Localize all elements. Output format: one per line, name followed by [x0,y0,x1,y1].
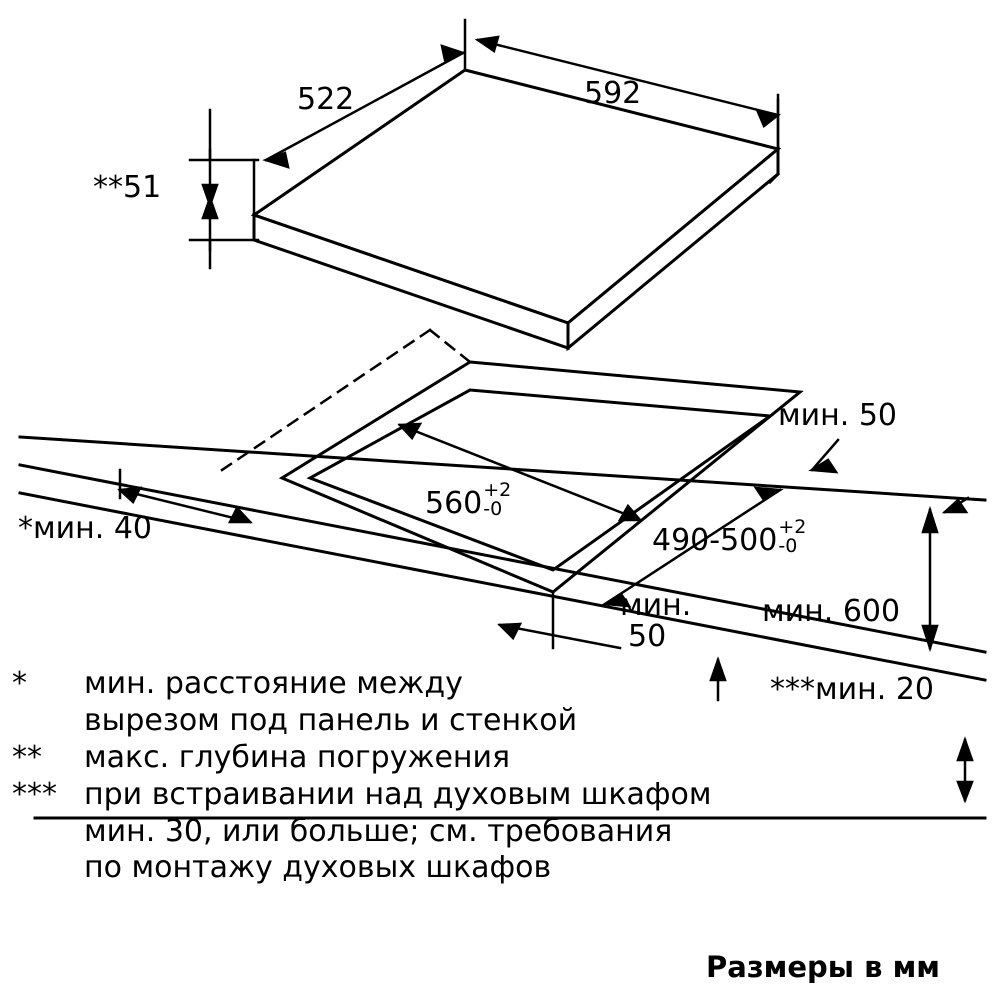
note-item-continuation [12,850,942,887]
min50-front-dimension [500,592,620,648]
min600-dimension [923,498,968,648]
label-min-20: ***мин. 20 [770,672,934,707]
note-item-continuation [12,814,942,851]
label-min-600: мин. 600 [762,594,901,629]
note-line: по монтажу духовых шкафов [84,850,552,886]
projection-lines [222,330,470,470]
note-line: при встраивании над духовым шкафом [84,776,712,812]
label-depth-522: 522 [297,82,355,117]
label-min-50-rear: мин. 50 [778,398,897,433]
note-line: макс. глубина погружения [84,739,511,775]
note-mark: * [12,666,27,701]
cutout-depth-tolerance: +2 -0 [778,516,807,557]
label-width-592: 592 [584,76,642,111]
note-item [12,740,942,777]
note-item [12,777,942,814]
label-cutout-width [425,481,511,520]
label-min-50-front-line2: 50 [628,619,667,654]
label-min-50-front-line1: мин. [620,588,692,623]
note-mark: *** [12,776,57,812]
footer-units: Размеры в мм [706,950,940,984]
note-line: вырезом под панель и стенкой [84,702,578,738]
label-min-40-wall: *мин. 40 [18,511,152,546]
cutout-width-value: 560 [425,486,483,521]
min50-rear-arrow [812,440,838,472]
cutout-depth-value: 490-500 [652,523,778,558]
note-item [12,666,942,703]
height-dimension [190,110,258,268]
label-cutout-depth [652,518,806,557]
note-text [84,666,942,703]
notes-block [12,666,942,887]
note-mark: ** [12,739,42,775]
note-item-continuation [12,703,942,740]
note-line: мин. расстояние между [84,666,463,701]
label-height-51: **51 [93,170,162,205]
cutout-width-tolerance: +2 -0 [483,479,512,520]
note-line: мин. 30, или больше; см. требования [84,813,673,849]
